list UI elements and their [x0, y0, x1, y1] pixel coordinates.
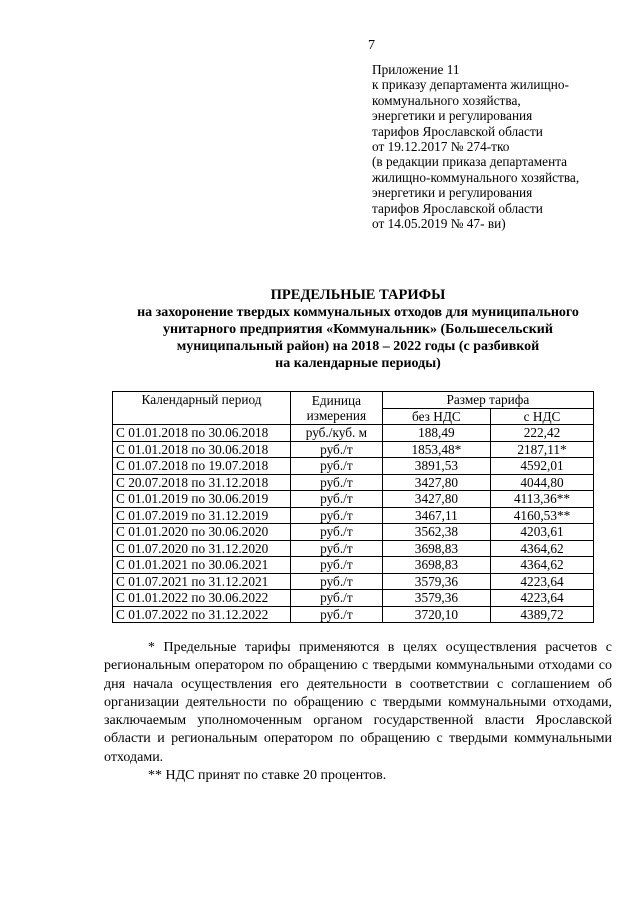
cell-period: С 20.07.2018 по 31.12.2018	[113, 474, 291, 491]
appendix-line: энергетики и регулирования	[372, 108, 533, 124]
cell-unit: руб./т	[291, 491, 383, 508]
cell-gross: 4592,01	[491, 458, 594, 475]
cell-gross: 4160,53**	[491, 507, 594, 524]
cell-period: С 01.07.2019 по 31.12.2019	[113, 507, 291, 524]
cell-unit: руб./т	[291, 557, 383, 574]
table-row	[113, 573, 594, 590]
cell-net: 188,49	[382, 425, 490, 442]
cell-net: 3562,38	[382, 524, 490, 541]
table-row	[113, 557, 594, 574]
cell-net: 3720,10	[382, 606, 490, 623]
table-row	[113, 491, 594, 508]
cell-period: С 01.07.2018 по 19.07.2018	[113, 458, 291, 475]
page-number: 7	[368, 38, 375, 53]
table-row	[113, 474, 594, 491]
tariff-table	[112, 391, 594, 623]
cell-net: 3427,80	[382, 474, 490, 491]
footnote-1: * Предельные тарифы применяются в целях осуществления расчетов с региональным оператором по обращению с твердыми коммунальными отходами со дня начала осуществления его деятельности в соответствии с соглашением об организации деятельности по обращению с твердыми коммунальными отходами, заключаемым уполномоченным органом государственной власти Ярославской области и региональным оператором по обращению с твердыми коммунальными отходами.	[104, 640, 612, 765]
cell-period: С 01.01.2020 по 30.06.2020	[113, 524, 291, 541]
title-line: на захоронение твердых коммунальных отходов для муниципального	[137, 305, 579, 320]
notes-block	[104, 639, 612, 785]
table-row	[113, 590, 594, 607]
appendix-block	[372, 62, 634, 231]
appendix-line: тарифов Ярославской области	[372, 123, 543, 139]
cell-period: С 01.07.2021 по 31.12.2021	[113, 573, 291, 590]
appendix-line: коммунального хозяйства,	[372, 92, 521, 108]
header-unit-line1: Единица	[311, 392, 362, 408]
footnote-2: ** НДС принят по ставке 20 процентов.	[148, 768, 387, 784]
cell-gross: 222,42	[491, 425, 594, 442]
cell-unit: руб./т	[291, 441, 383, 458]
cell-period: С 01.01.2022 по 30.06.2022	[113, 590, 291, 607]
header-gross: с НДС	[491, 408, 594, 425]
title-main: ПРЕДЕЛЬНЫЕ ТАРИФЫ	[270, 287, 446, 303]
table-row	[113, 524, 594, 541]
cell-unit: руб./т	[291, 474, 383, 491]
cell-unit: руб./куб. м	[291, 425, 383, 442]
appendix-line: энергетики и регулирования	[372, 185, 533, 201]
appendix-line: (в редакции приказа департамента	[372, 154, 568, 170]
cell-unit: руб./т	[291, 606, 383, 623]
table-row	[113, 441, 594, 458]
header-period: Календарный период	[113, 392, 291, 425]
cell-period: С 01.01.2018 по 30.06.2018	[113, 425, 291, 442]
cell-unit: руб./т	[291, 507, 383, 524]
cell-unit: руб./т	[291, 590, 383, 607]
table-header-row	[113, 392, 594, 409]
cell-net: 3579,36	[382, 573, 490, 590]
table-row	[113, 425, 594, 442]
table-body	[113, 425, 594, 623]
cell-unit: руб./т	[291, 524, 383, 541]
cell-unit: руб./т	[291, 540, 383, 557]
cell-period: С 01.07.2020 по 31.12.2020	[113, 540, 291, 557]
cell-gross: 4364,62	[491, 540, 594, 557]
cell-period: С 01.01.2018 по 30.06.2018	[113, 441, 291, 458]
header-tariff-size: Размер тарифа	[382, 392, 593, 409]
table-row	[113, 540, 594, 557]
appendix-line: к приказу департамента жилищно-	[372, 77, 569, 93]
cell-gross: 4364,62	[491, 557, 594, 574]
cell-net: 3579,36	[382, 590, 490, 607]
header-unit	[291, 392, 383, 425]
cell-unit: руб./т	[291, 458, 383, 475]
title-line: муниципальный район) на 2018 – 2022 годы (с разбивкой	[176, 339, 540, 354]
cell-gross: 4389,72	[491, 606, 594, 623]
cell-net: 3698,83	[382, 540, 490, 557]
cell-gross: 4223,64	[491, 590, 594, 607]
cell-gross: 4113,36**	[491, 491, 594, 508]
appendix-line: Приложение 11	[372, 62, 460, 77]
cell-period: С 01.07.2022 по 31.12.2022	[113, 606, 291, 623]
cell-net: 3427,80	[382, 491, 490, 508]
cell-period: С 01.01.2019 по 30.06.2019	[113, 491, 291, 508]
table-row	[113, 606, 594, 623]
appendix-line: от 14.05.2019 № 47- ви)	[372, 216, 506, 232]
header-net: без НДС	[382, 408, 490, 425]
title-line: унитарного предприятия «Коммунальник» (Большесельский	[163, 322, 553, 337]
cell-gross: 2187,11*	[491, 441, 594, 458]
appendix-line: от 19.12.2017 № 274-тко	[372, 139, 510, 155]
cell-gross: 4223,64	[491, 573, 594, 590]
cell-unit: руб./т	[291, 573, 383, 590]
table-row	[113, 458, 594, 475]
cell-net: 3467,11	[382, 507, 490, 524]
document-title	[96, 287, 620, 372]
cell-net: 3698,83	[382, 557, 490, 574]
table-row	[113, 507, 594, 524]
cell-period: С 01.01.2021 по 30.06.2021	[113, 557, 291, 574]
cell-net: 1853,48*	[382, 441, 490, 458]
cell-net: 3891,53	[382, 458, 490, 475]
header-unit-line2: измерения	[306, 408, 367, 423]
cell-gross: 4044,80	[491, 474, 594, 491]
appendix-line: тарифов Ярославской области	[372, 200, 543, 216]
cell-gross: 4203,61	[491, 524, 594, 541]
title-line: на календарные периоды)	[275, 356, 441, 371]
appendix-line: жилищно-коммунального хозяйства,	[372, 169, 580, 185]
